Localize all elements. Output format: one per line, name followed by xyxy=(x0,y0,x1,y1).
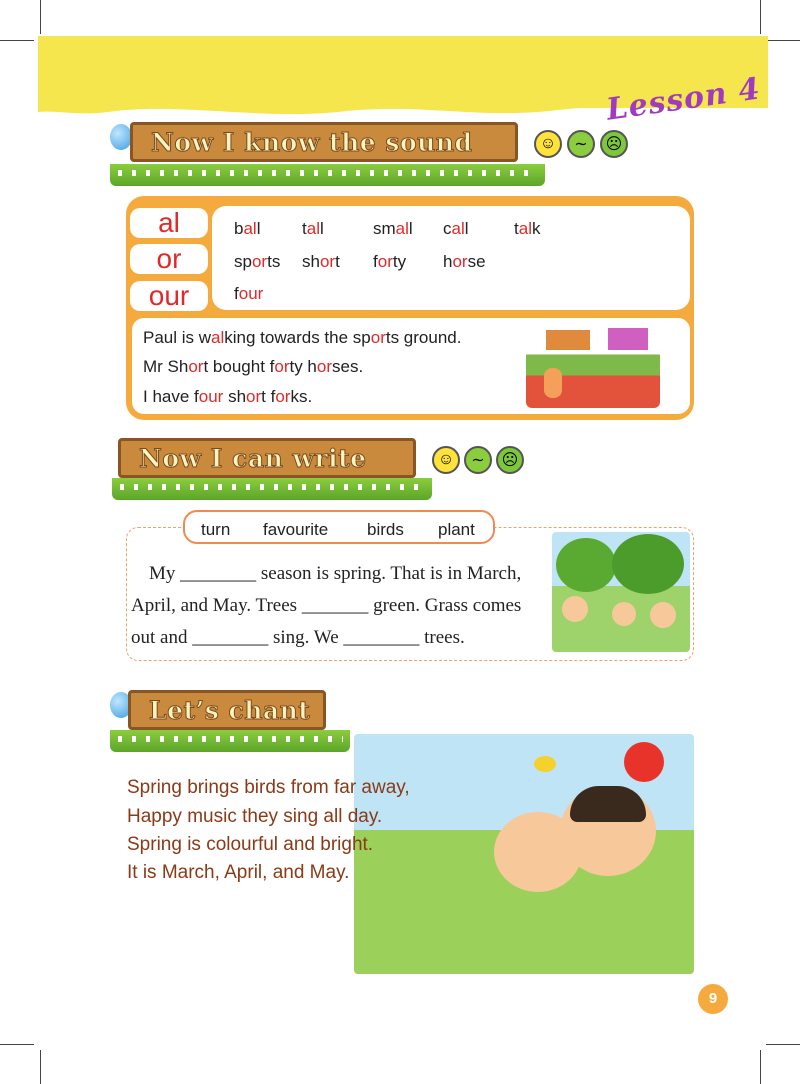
grass-flowers xyxy=(120,484,425,490)
children-singing-picture xyxy=(354,734,694,974)
word-bank-item: birds xyxy=(367,520,404,539)
grass-flowers xyxy=(118,736,343,742)
neutral-face-icon: ∼ xyxy=(567,130,595,158)
chant-line-4: It is March, April, and May. xyxy=(127,862,350,883)
section3-sign xyxy=(128,690,326,730)
sound-tag-our: our xyxy=(130,281,208,311)
sound-word: horse xyxy=(443,252,486,271)
chant-line-3: Spring is colourful and bright. xyxy=(127,834,374,855)
crop-mark xyxy=(760,1050,761,1084)
happy-face-icon: ☺ xyxy=(432,446,460,474)
sound-word: tall xyxy=(302,219,324,238)
chant-line-1: Spring brings birds from far away, xyxy=(127,777,410,798)
happy-face-icon: ☺ xyxy=(534,130,562,158)
sad-face-icon: ☹ xyxy=(600,130,628,158)
sentence-1: Paul is walking towards the sports ground. xyxy=(143,328,462,347)
chant-line-2: Happy music they sing all day. xyxy=(127,806,383,827)
sound-word: call xyxy=(443,219,469,238)
section1-sign xyxy=(130,122,518,162)
crop-mark xyxy=(760,0,761,34)
cloze-line-1: My ________ season is spring. That is in March, xyxy=(149,563,522,584)
word-bank-item: plant xyxy=(438,520,475,539)
cloze-line-3: out and ________ sing. We ________ trees. xyxy=(131,627,465,648)
sound-word: talk xyxy=(514,219,541,238)
neutral-face-icon: ∼ xyxy=(464,446,492,474)
spring-trees-picture xyxy=(552,532,690,652)
balloon-icon xyxy=(110,124,132,150)
section3-title: Let’s chant xyxy=(149,695,311,725)
crop-mark xyxy=(766,40,800,41)
crop-mark xyxy=(0,1044,34,1045)
grass-flowers xyxy=(118,170,538,176)
sad-face-icon: ☹ xyxy=(496,446,524,474)
sentence-3: I have four short forks. xyxy=(143,387,313,406)
sound-word: short xyxy=(302,252,340,271)
word-bank-item: turn xyxy=(201,520,231,539)
cloze-line-2: April, and May. Trees _______ green. Grass comes xyxy=(131,595,522,616)
sports-ground-picture xyxy=(526,322,660,408)
word-bank-item: favourite xyxy=(263,520,329,539)
crop-mark xyxy=(40,0,41,34)
crop-mark xyxy=(40,1050,41,1084)
crop-mark xyxy=(766,1044,800,1045)
sound-tag-or: or xyxy=(130,244,208,274)
sound-word: small xyxy=(373,219,413,238)
sentence-2: Mr Short bought forty horses. xyxy=(143,357,364,376)
sound-word: four xyxy=(234,284,264,303)
sound-word: ball xyxy=(234,219,261,238)
sound-word: sports xyxy=(234,252,281,271)
page-number: 9 xyxy=(698,984,728,1014)
word-bank xyxy=(183,510,495,544)
sound-tag-al: al xyxy=(130,208,208,238)
crop-mark xyxy=(0,40,34,41)
section1-title: Now I know the sound xyxy=(151,127,473,157)
lesson-label: Lesson 4 xyxy=(604,71,763,128)
section2-title: Now I can write xyxy=(139,443,367,473)
sound-word: forty xyxy=(373,252,407,271)
section2-sign xyxy=(118,438,416,478)
